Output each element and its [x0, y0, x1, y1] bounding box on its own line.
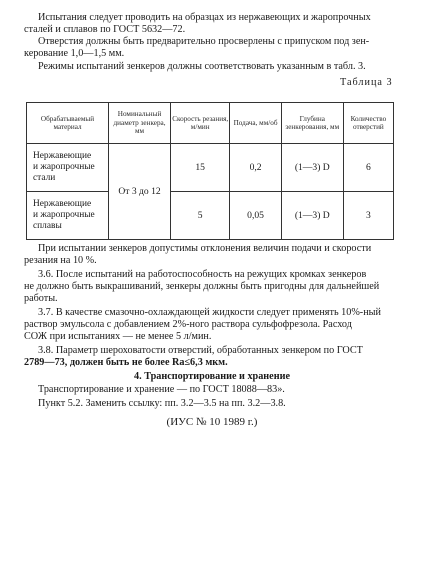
- cell-diameter: От 3 до 12: [109, 144, 171, 240]
- section-title: 4. Транспортирование и хранение: [134, 371, 290, 382]
- para-line: При испытании зенкеров допустимы отклонения величин подачи и скорости: [38, 243, 372, 254]
- para-line: резания на 10 %.: [24, 255, 97, 266]
- para-line: раствор эмульсола с добавлением 2%-ного раствора сульфофрезола. Расход: [24, 319, 352, 330]
- table-3: [26, 102, 394, 240]
- footer-note: (ИУС № 10 1989 г.): [166, 416, 258, 428]
- cell-speed: 5: [171, 192, 230, 240]
- para-line: 3.7. В качестве смазочно-охлаждающей жидкости следует применять 10%-ный: [38, 307, 381, 318]
- table-header-row: [27, 103, 394, 144]
- para-line: 3.8. Параметр шероховатости отверстий, обработанных зенкером по ГОСТ: [38, 345, 363, 356]
- cell-depth: (1—3) D: [281, 144, 343, 192]
- para-line: 3.6. После испытаний на работоспособность на режущих кромках зенкеров: [38, 269, 367, 280]
- cell-feed: 0,2: [230, 144, 281, 192]
- cell-depth: (1—3) D: [281, 192, 343, 240]
- header-diameter: Номинальный диаметр зенкера, мм: [109, 103, 171, 144]
- header-speed: Скорость резания, м/мин: [171, 103, 230, 144]
- header-depth: Глубина зенкерования, мм: [281, 103, 343, 144]
- table-row: [27, 192, 394, 240]
- para-line: 2789—73, должен быть не более Ra≤6,3 мкм.: [24, 357, 228, 368]
- para-line: работы.: [24, 293, 58, 304]
- header-count: Количество отверстий: [343, 103, 393, 144]
- header-material: Обрабатываемый материал: [27, 103, 109, 144]
- table-row: [27, 144, 394, 192]
- cell-feed: 0,05: [230, 192, 281, 240]
- cell-material: Нержавеющие и жаропрочные стали: [27, 144, 109, 192]
- para-line: Пункт 5.2. Заменить ссылку: пп. 3.2—3.5 на пп. 3.2—3.8.: [38, 398, 286, 409]
- cell-speed: 15: [171, 144, 230, 192]
- table-title: Таблица 3: [340, 77, 393, 88]
- cell-material: Нержавеющие и жаропрочные сплавы: [27, 192, 109, 240]
- header-feed: Подача, мм/об: [230, 103, 281, 144]
- para-line: Режимы испытаний зенкеров должны соответствовать указанным в табл. 3.: [38, 61, 366, 72]
- para-line: Транспортирование и хранение — по ГОСТ 18088—83».: [38, 384, 285, 395]
- para-line: СОЖ при испытаниях — не менее 5 л/мин.: [24, 331, 212, 342]
- cell-count: 3: [343, 192, 393, 240]
- para-line: не должно быть выкрашиваний, зенкеры должны быть пригодны для дальнейшей: [24, 281, 380, 292]
- para-line: керование 1,0—1,5 мм.: [24, 48, 125, 59]
- cell-count: 6: [343, 144, 393, 192]
- para-line: Отверстия должны быть предварительно просверлены с припуском под зен-: [38, 36, 370, 47]
- para-line: сталей и сплавов по ГОСТ 5632—72.: [24, 24, 186, 35]
- para-line: Испытания следует проводить на образцах из нержавеющих и жаропрочных: [38, 12, 371, 23]
